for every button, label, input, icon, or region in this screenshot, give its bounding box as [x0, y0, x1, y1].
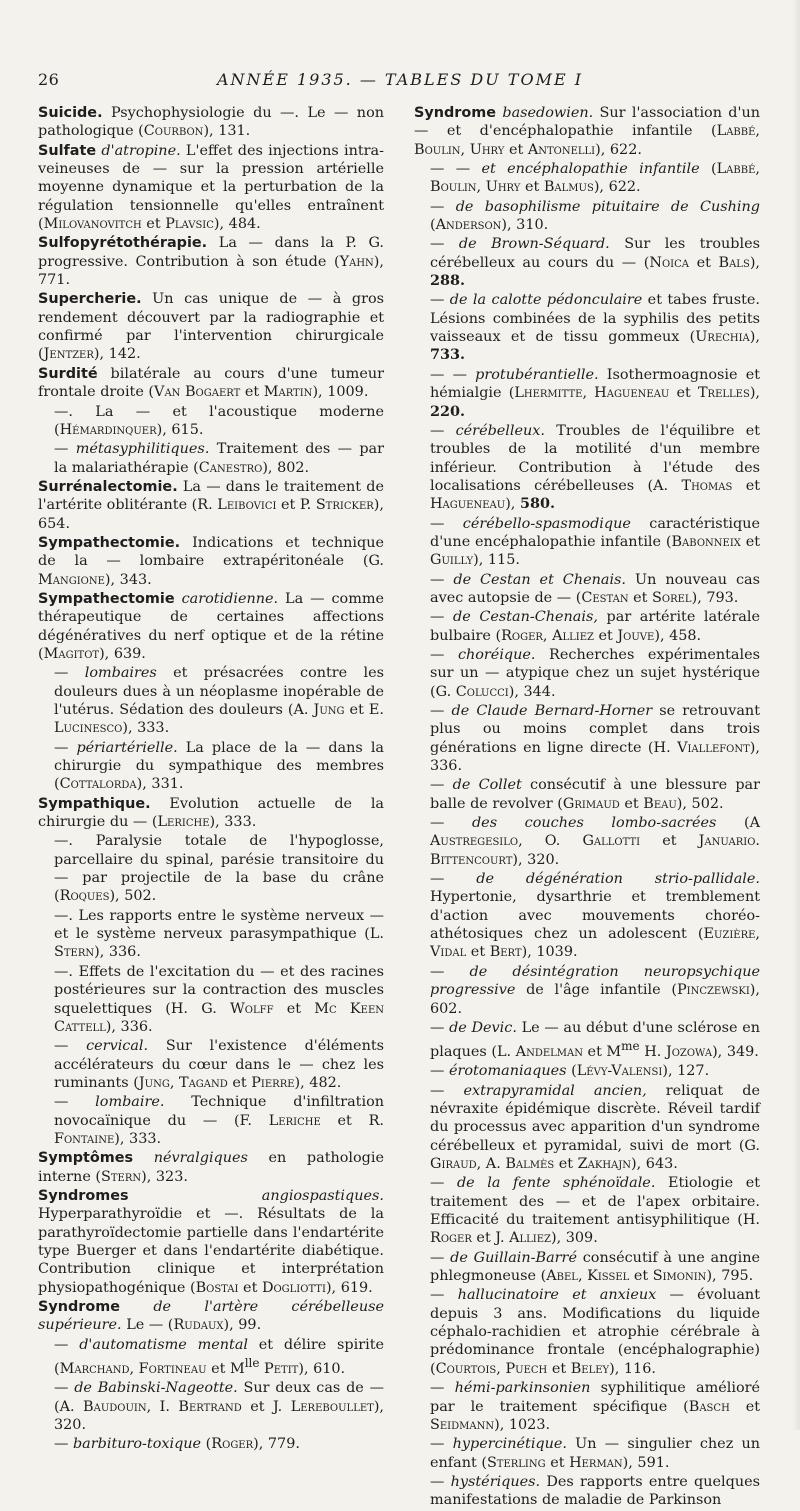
index-entry: Sulfate d'atropine. L'effet des injections intra-veineuses de — sur la pression artérielle moyenne dynamique et la perturbation de la régulation tensionnelle qu'elles entraînent (Milovanovitch et Plavsic), 484.: [38, 142, 384, 233]
index-entry: Sympathique. Evolution actuelle de la chirurgie du — (Leriche), 333.: [38, 795, 384, 831]
index-column-right: [414, 104, 760, 1511]
index-entry: Sympathectomie. Indications et technique de la — lombaire extrapéritonéale (G. Mangione), 343.: [38, 534, 384, 588]
index-entry: Suicide. Psychophysiologie du —. Le — non pathologique (Courbon), 131.: [38, 105, 384, 140]
index-entry: —. Effets de l'excitation du — et des racines postérieures sur la contraction des muscles squelettiques (H. G. Wolff et Mc Keen Cattell), 336.: [54, 963, 384, 1035]
index-entry: — — et encéphalopathie infantile (Labbé, Boulin, Uhry et Balmus), 622.: [430, 161, 760, 196]
index-entry: — métasyphilitiques. Traitement des — par la malariathérapie (Canestro), 802.: [54, 441, 384, 476]
page-number: 26: [38, 70, 60, 89]
index-entry: — barbituro-toxique (Roger), 779.: [54, 1436, 300, 1453]
index-entry: — érotomaniaques (Lévy-Valensi), 127.: [430, 1063, 710, 1080]
index-entry: — de basophilisme pituitaire de Cushing (Anderson), 310.: [430, 198, 760, 234]
index-entry: — hallucinatoire et anxieux — évoluant depuis 3 ans. Modifications du liquide céphalo-rachidien et atrophie cérébrale à prédominance frontale (encéphalographie) (Courtois, Puech et Beley), 116.: [430, 1287, 760, 1377]
index-entry: Syndrome basedowien. Sur l'association d'un — et d'encéphalopathie infantile (Labbé, Boulin, Uhry et Antonelli), 622.: [414, 105, 760, 158]
index-entry: — de désintégration neuropsychique progressive de l'âge infantile (Pinczewski), 602.: [430, 963, 760, 1017]
index-entry: — hémi-parkinsonien syphilitique amélioré par le traitement spécifique (Basch et Seidmann), 1023.: [430, 1380, 761, 1433]
index-entry: — de Claude Bernard-Horner se retrouvant plus ou moins complet dans trois générations en ligne directe (H. Viallefont), 336.: [430, 703, 760, 775]
index-entry: — choréique. Recherches expérimentales sur un — atypique chez un sujet hystérique (G. Colucci), 344.: [430, 646, 761, 700]
index-entry: — de Guillain-Barré consécutif à une angine phlegmoneuse (Abel, Kissel et Simonin), 795.: [430, 1249, 761, 1285]
index-entry: Surdité bilatérale au cours d'une tumeur frontale droite (Van Bogaert et Martin), 1009.: [38, 365, 384, 401]
index-entry: —. Les rapports entre le système nerveux — et le système nerveux parasympathique (L. Stern), 336.: [54, 907, 384, 961]
index-entry: — de Babinski-Nageotte. Sur deux cas de — (A. Baudouin, I. Bertrand et J. Lereboullet), 320.: [54, 1380, 385, 1433]
index-entry: — de Devic. Le — au début d'une sclérose en plaques (L. Andelman et $M^{me}$ H. Jozowa), 349.: [430, 1019, 760, 1060]
index-entry: — de Cestan-Chenais, par artérite latérale bulbaire (Roger, Alliez et Jouve), 458.: [430, 609, 760, 644]
index-entry: — cérébelleux. Troubles de l'équilibre et troubles de la motilité d'un membre inférieur. Contribution à l'étude des localisations cérébelleuses (A. Thomas et Hagueneau), 580.: [430, 422, 761, 513]
index-entry: Sympathectomie carotidienne. La — comme thérapeutique de certaines affections dégénératives du nerf optique et de la rétine (Magitot), 639.: [38, 590, 385, 662]
index-entry: Syndrome de l'artère cérébelleuse supérieure. Le — (Rudaux), 99.: [38, 1299, 384, 1334]
index-entry: — de Cestan et Chenais. Un nouveau cas avec autopsie de — (Cestan et Sorel), 793.: [430, 571, 761, 606]
index-entry: — de la calotte pédonculaire et tabes fruste. Lésions combinées de la syphilis des petits vaisseaux et de tissu gommeux (Urechia), 733.: [430, 292, 760, 364]
index-entry: — hystériques. Des rapports entre quelques manifestations de maladie de Parkinson: [430, 1473, 760, 1509]
index-entry: Sulfopyrétothérapie. La — dans la P. G. progressive. Contribution à son étude (Yahn), 771.: [38, 235, 384, 289]
index-entry: — extrapyramidal ancien, reliquat de névraxite épidémique discrète. Réveil tardif du processus avec apparition d'un syndrome cérébelleux et pyramidal, suivi de mort (G. Giraud, A. Balmès et Zakhajn), 643.: [430, 1082, 760, 1173]
index-entry: — de la fente sphénoïdale. Etiologie et traitement des — et de l'apex orbitaire. Efficacité du traitement antisyphilitique (H. Roger et J. Alliez), 309.: [430, 1175, 760, 1247]
index-entry: Supercherie. Un cas unique de — à gros rendement découvert par la radiographie et confirmé par l'intervention chirurgicale (Jentzer), 142.: [38, 291, 384, 363]
page-edge-shadow: [792, 0, 800, 1430]
index-entry: — lombaires et présacrées contre les douleurs dues à un néoplasme inopérable de l'utérus. Sédation des douleurs (A. Jung et E. Lucinesco), 333.: [54, 665, 384, 737]
index-column-left: [38, 104, 384, 1455]
running-title: ANNÉE 1935. — TABLES DU TOME I: [216, 70, 584, 89]
index-entry: Surrénalectomie. La — dans le traitement de l'artérite oblitérante (R. Leibovici et P. Stricker), 654.: [38, 478, 384, 532]
index-entry: — d'automatisme mental et délire spirite (Marchand, Fortineau et $M^{lle}$ Petit), 610.: [54, 1336, 384, 1377]
index-entry: Symptômes névralgiques en pathologie interne (Stern), 323.: [38, 1150, 385, 1185]
index-entry: —. La — et l'acoustique moderne (Hémardinquer), 615.: [54, 403, 384, 438]
index-entry: — cérébello-spasmodique caractéristique d'une encéphalopathie infantile (Babonneix et Guilly), 115.: [430, 515, 761, 569]
index-entry: Syndromes angiospastiques. Hyperparathyroïdie et —. Résultats de la parathyroïdectomie partielle dans l'endartérite type Buerger et dans l'endartérite diabétique. Contribution clinique et interprétation physiopathogénique (Bostai et Dogliotti), 619.: [38, 1187, 384, 1296]
index-entry: — de dégénération strio-pallidale. Hypertonie, dysarthrie et tremblement d'action avec mouvements choréo-athétosiques chez un adolescent (Euzière, Vidal et Bert), 1039.: [430, 871, 761, 961]
index-entry: — de Brown-Séquard. Sur les troubles cérébelleux au cours du — (Noica et Bals), 288.: [430, 236, 761, 290]
index-entry: — périartérielle. La place de la — dans la chirurgie du sympathique des membres (Cottalorda), 331.: [54, 739, 384, 793]
index-entry: — cervical. Sur l'existence d'éléments accélérateurs du cœur dans le — chez les ruminants (Jung, Tagand et Pierre), 482.: [54, 1038, 384, 1091]
index-entry: — — protubérantielle. Isothermoagnosie et hémialgie (Lhermitte, Hagueneau et Trelles), 220.: [430, 366, 761, 420]
page-header: [0, 0, 800, 89]
index-entry: — lombaire. Technique d'infiltration novocaïnique du — (F. Leriche et R. Fontaine), 333.: [54, 1094, 385, 1147]
index-entry: — des couches lombo-sacrées (A Austregesilo, O. Gallotti et Januario. Bittencourt), 320.: [430, 815, 760, 868]
index-entry: — hypercinétique. Un — singulier chez un enfant (Sterling et Herman), 591.: [430, 1436, 760, 1471]
index-entry: — de Collet consécutif à une blessure par balle de revolver (Grimaud et Beau), 502.: [430, 777, 761, 812]
index-entry: —. Paralysie totale de l'hypoglosse, parcellaire du spinal, parésie transitoire du — par projectile de la base du crâne (Roques), 502.: [54, 833, 384, 905]
